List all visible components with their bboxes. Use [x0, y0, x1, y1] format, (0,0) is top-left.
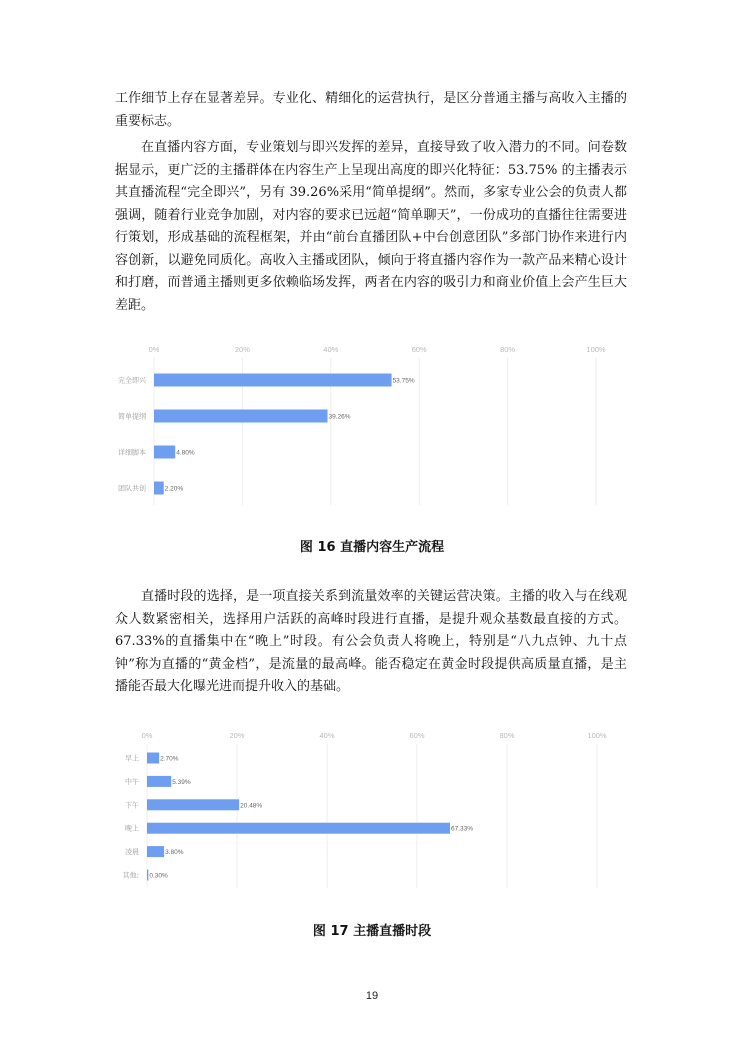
- category-label: 凌晨: [125, 848, 139, 857]
- paragraph-content-production: 在直播内容方面，专业策划与即兴发挥的差异，直接导致了收入潜力的不同。问卷数据显示，更广泛的主播群体在内容生产上呈现出高度的即兴化特征：53.75% 的主播表示其直播流程“完全即兴”，另有 39.26%采用“简单提纲”。然而，多家专业公会的负责人都强调，随着行业竞争加剧，对内容的要求已远超“简单聊天”，一份成功的直播往往需要进行策划，形成基础的流程框架，并由“前台直播团队+中台创意团队”多部门协作来进行内容创新，以避免同质化。高收入主播或团队，倾向于将直播内容作为一款产品来精心设计和打磨，而普通主播则更多依赖临场发挥，两者在内容的吸引力和商业价值上会产生巨大差距。: [115, 140, 627, 313]
- bar: [154, 482, 164, 495]
- bar: [147, 799, 239, 810]
- chart-16-group: [118, 345, 606, 505]
- category-label: 完全即兴: [118, 376, 146, 385]
- category-label: 晚上: [125, 824, 139, 833]
- data-label: 67.33%: [450, 825, 474, 833]
- bar: [154, 410, 328, 423]
- bar: [147, 870, 148, 881]
- figure-16-caption: 图 16 直播内容生产流程: [299, 540, 445, 555]
- data-label: 0.30%: [149, 872, 168, 880]
- page-number: 19: [365, 990, 379, 1002]
- category-label: 早上: [125, 754, 139, 763]
- x-tick-label: 100%: [586, 345, 606, 354]
- bar: [147, 823, 450, 834]
- x-tick-label: 60%: [411, 345, 427, 354]
- x-tick-label: 60%: [409, 731, 425, 740]
- data-label: 3.80%: [165, 849, 184, 857]
- x-tick-label: 0%: [148, 345, 160, 354]
- category-label: 团队共创: [118, 484, 146, 493]
- data-label: 4.80%: [176, 449, 195, 457]
- x-tick-label: 80%: [499, 731, 515, 740]
- category-label: 中午: [125, 777, 139, 786]
- bar: [147, 753, 159, 764]
- category-label: 下午: [125, 801, 139, 810]
- bar: [154, 374, 392, 387]
- data-label: 39.26%: [328, 413, 351, 421]
- paragraph-live-time-slot: 直播时段的选择，是一项直接关系到流量效率的关键运营决策。主播的收入与在线观众人数紧密相关，选择用户活跃的高峰时段进行直播，是提升观众基数最直接的方式。67.33%的直播集中在“晚上”时段。有公会负责人将晚上，特别是“八九点钟、九十点钟”称为直播的“黄金档”，是流量的最高峰。能否稳定在黄金时段提供高质量直播，是主播能否最大化曝光进而提升收入的基础。: [115, 589, 627, 694]
- paragraph-continuation: 工作细节上存在显著差异。专业化、精细化的运营执行，是区分普通主播与高收入主播的重要标志。: [115, 91, 627, 129]
- figure-17-caption: 图 17 主播直播时段: [312, 924, 432, 939]
- x-tick-label: 80%: [500, 345, 516, 354]
- data-label: 2.20%: [164, 485, 184, 493]
- x-tick-label: 20%: [234, 345, 250, 354]
- x-tick-label: 20%: [229, 731, 245, 740]
- data-label: 53.75%: [392, 377, 415, 385]
- x-tick-label: 40%: [323, 345, 339, 354]
- category-label: 其他:: [122, 871, 139, 880]
- category-label: 简单提纲: [118, 412, 146, 421]
- bar: [147, 776, 171, 787]
- data-label: 2.70%: [160, 755, 179, 763]
- x-tick-label: 0%: [141, 731, 153, 740]
- chart-17-group: [123, 731, 607, 888]
- bar: [147, 846, 164, 857]
- x-tick-label: 40%: [319, 731, 335, 740]
- category-label: 详细脚本: [118, 448, 146, 457]
- bar: [154, 446, 175, 459]
- x-tick-label: 100%: [587, 731, 607, 740]
- data-label: 5.39%: [172, 778, 191, 786]
- data-label: 20.48%: [240, 802, 263, 810]
